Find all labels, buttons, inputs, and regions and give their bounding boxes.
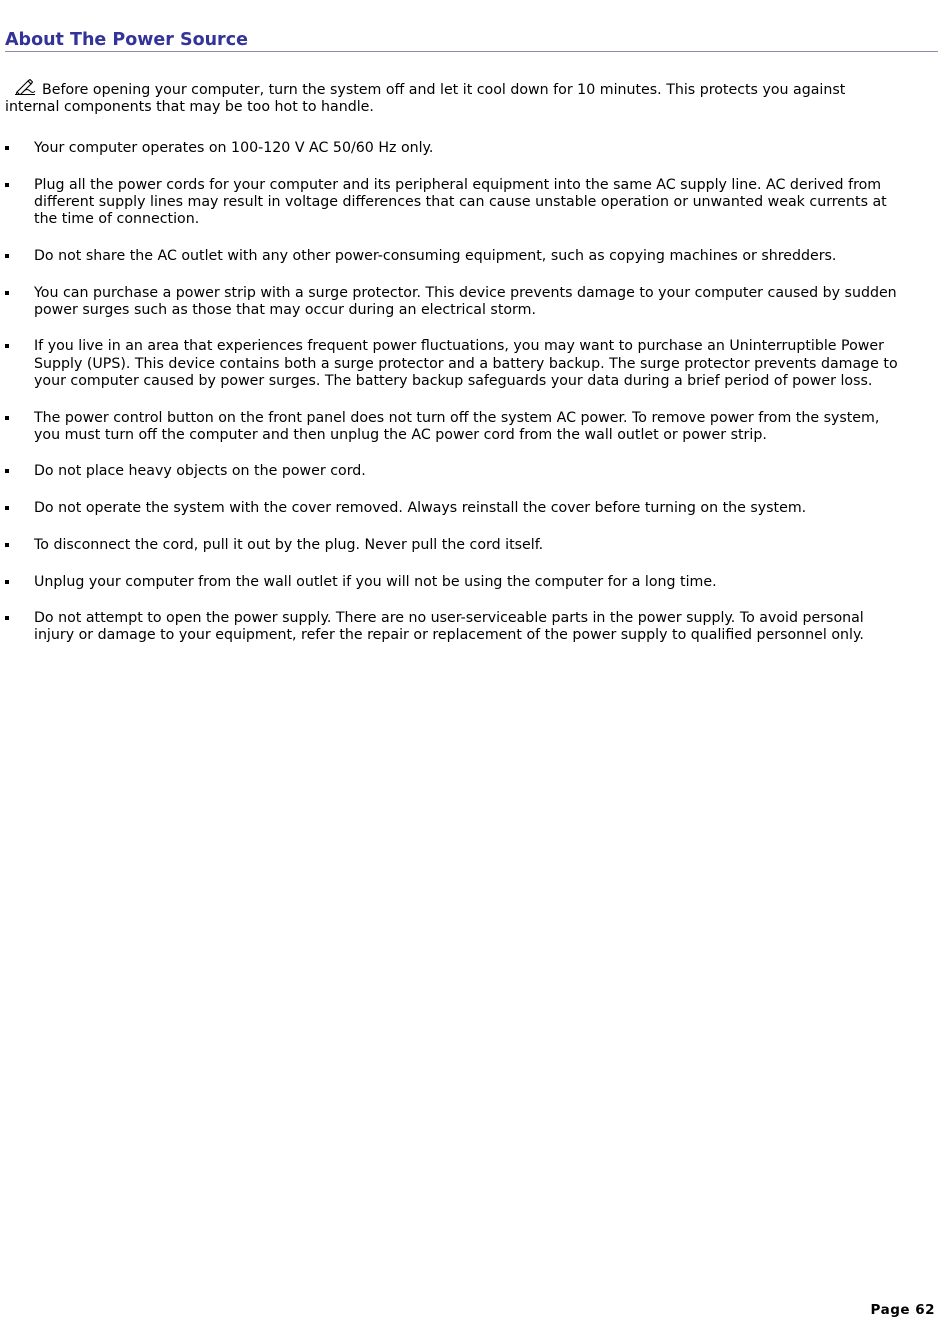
- bullet-text: Unplug your computer from the wall outlet if you will not be using the computer for a long time.: [34, 573, 717, 590]
- bullet-item: [0, 285, 900, 319]
- bullet-text: Do not share the AC outlet with any other power-consuming equipment, such as copying machines or shredders.: [34, 247, 837, 264]
- square-bullet-icon: [5, 469, 9, 473]
- note-text: Before opening your computer, turn the system off and let it cool down for 10 minutes. This protects you against internal components that may be too hot to handle.: [5, 82, 846, 116]
- bullet-text: Plug all the power cords for your computer and its peripheral equipment into the same AC supply line. AC derived from different supply lines may result in voltage differences that can cause unstable operation or unwanted weak currents at the time of connection.: [34, 176, 887, 228]
- bullet-text: Do not operate the system with the cover removed. Always reinstall the cover before turning on the system.: [34, 500, 807, 517]
- square-bullet-icon: [5, 291, 9, 295]
- square-bullet-icon: [5, 616, 9, 620]
- square-bullet-icon: [5, 146, 9, 150]
- bullet-item: [0, 610, 900, 644]
- bullet-text: Do not place heavy objects on the power cord.: [34, 463, 366, 480]
- square-bullet-icon: [5, 416, 9, 420]
- square-bullet-icon: [5, 183, 9, 187]
- square-bullet-icon: [5, 344, 9, 348]
- pencil-note-icon: [14, 79, 36, 95]
- bullet-item: [0, 177, 900, 229]
- bullet-item: [0, 537, 900, 554]
- square-bullet-icon: [5, 254, 9, 258]
- bullet-item: [0, 338, 900, 390]
- bullet-item: [0, 248, 900, 265]
- bullet-text: If you live in an area that experiences frequent power fluctuations, you may want to purchase an Uninterruptible Power Supply (UPS). This device contains both a surge protector and a battery backup. The surge protector prevents damage to your computer caused by power surges. The battery backup safeguards your data during a brief period of power loss.: [34, 338, 898, 389]
- bullet-item: [0, 500, 900, 517]
- page-title: About The Power Source: [5, 29, 938, 52]
- bullet-text: Do not attempt to open the power supply. There are no user-serviceable parts in the power supply. To avoid personal injury or damage to your equipment, refer the repair or replacement of the power supply to qualified personnel only.: [34, 610, 864, 644]
- bullet-item: [0, 410, 900, 444]
- bullet-item: [0, 574, 900, 591]
- note-paragraph: [5, 79, 895, 116]
- safety-bullet-list: [0, 140, 900, 664]
- bullet-text: To disconnect the cord, pull it out by the plug. Never pull the cord itself.: [34, 536, 544, 553]
- bullet-text: You can purchase a power strip with a surge protector. This device prevents damage to your computer caused by sudden power surges such as those that may occur during an electrical storm.: [34, 284, 897, 318]
- bullet-item: [0, 140, 900, 157]
- square-bullet-icon: [5, 543, 9, 547]
- bullet-text: The power control button on the front panel does not turn off the system AC power. To remove power from the system, you must turn off the computer and then unplug the AC power cord from the wall outlet or power strip.: [34, 409, 880, 443]
- square-bullet-icon: [5, 506, 9, 510]
- square-bullet-icon: [5, 580, 9, 584]
- bullet-text: Your computer operates on 100-120 V AC 50/60 Hz only.: [34, 140, 434, 156]
- page-number: Page 62: [870, 1302, 935, 1318]
- bullet-item: [0, 463, 900, 480]
